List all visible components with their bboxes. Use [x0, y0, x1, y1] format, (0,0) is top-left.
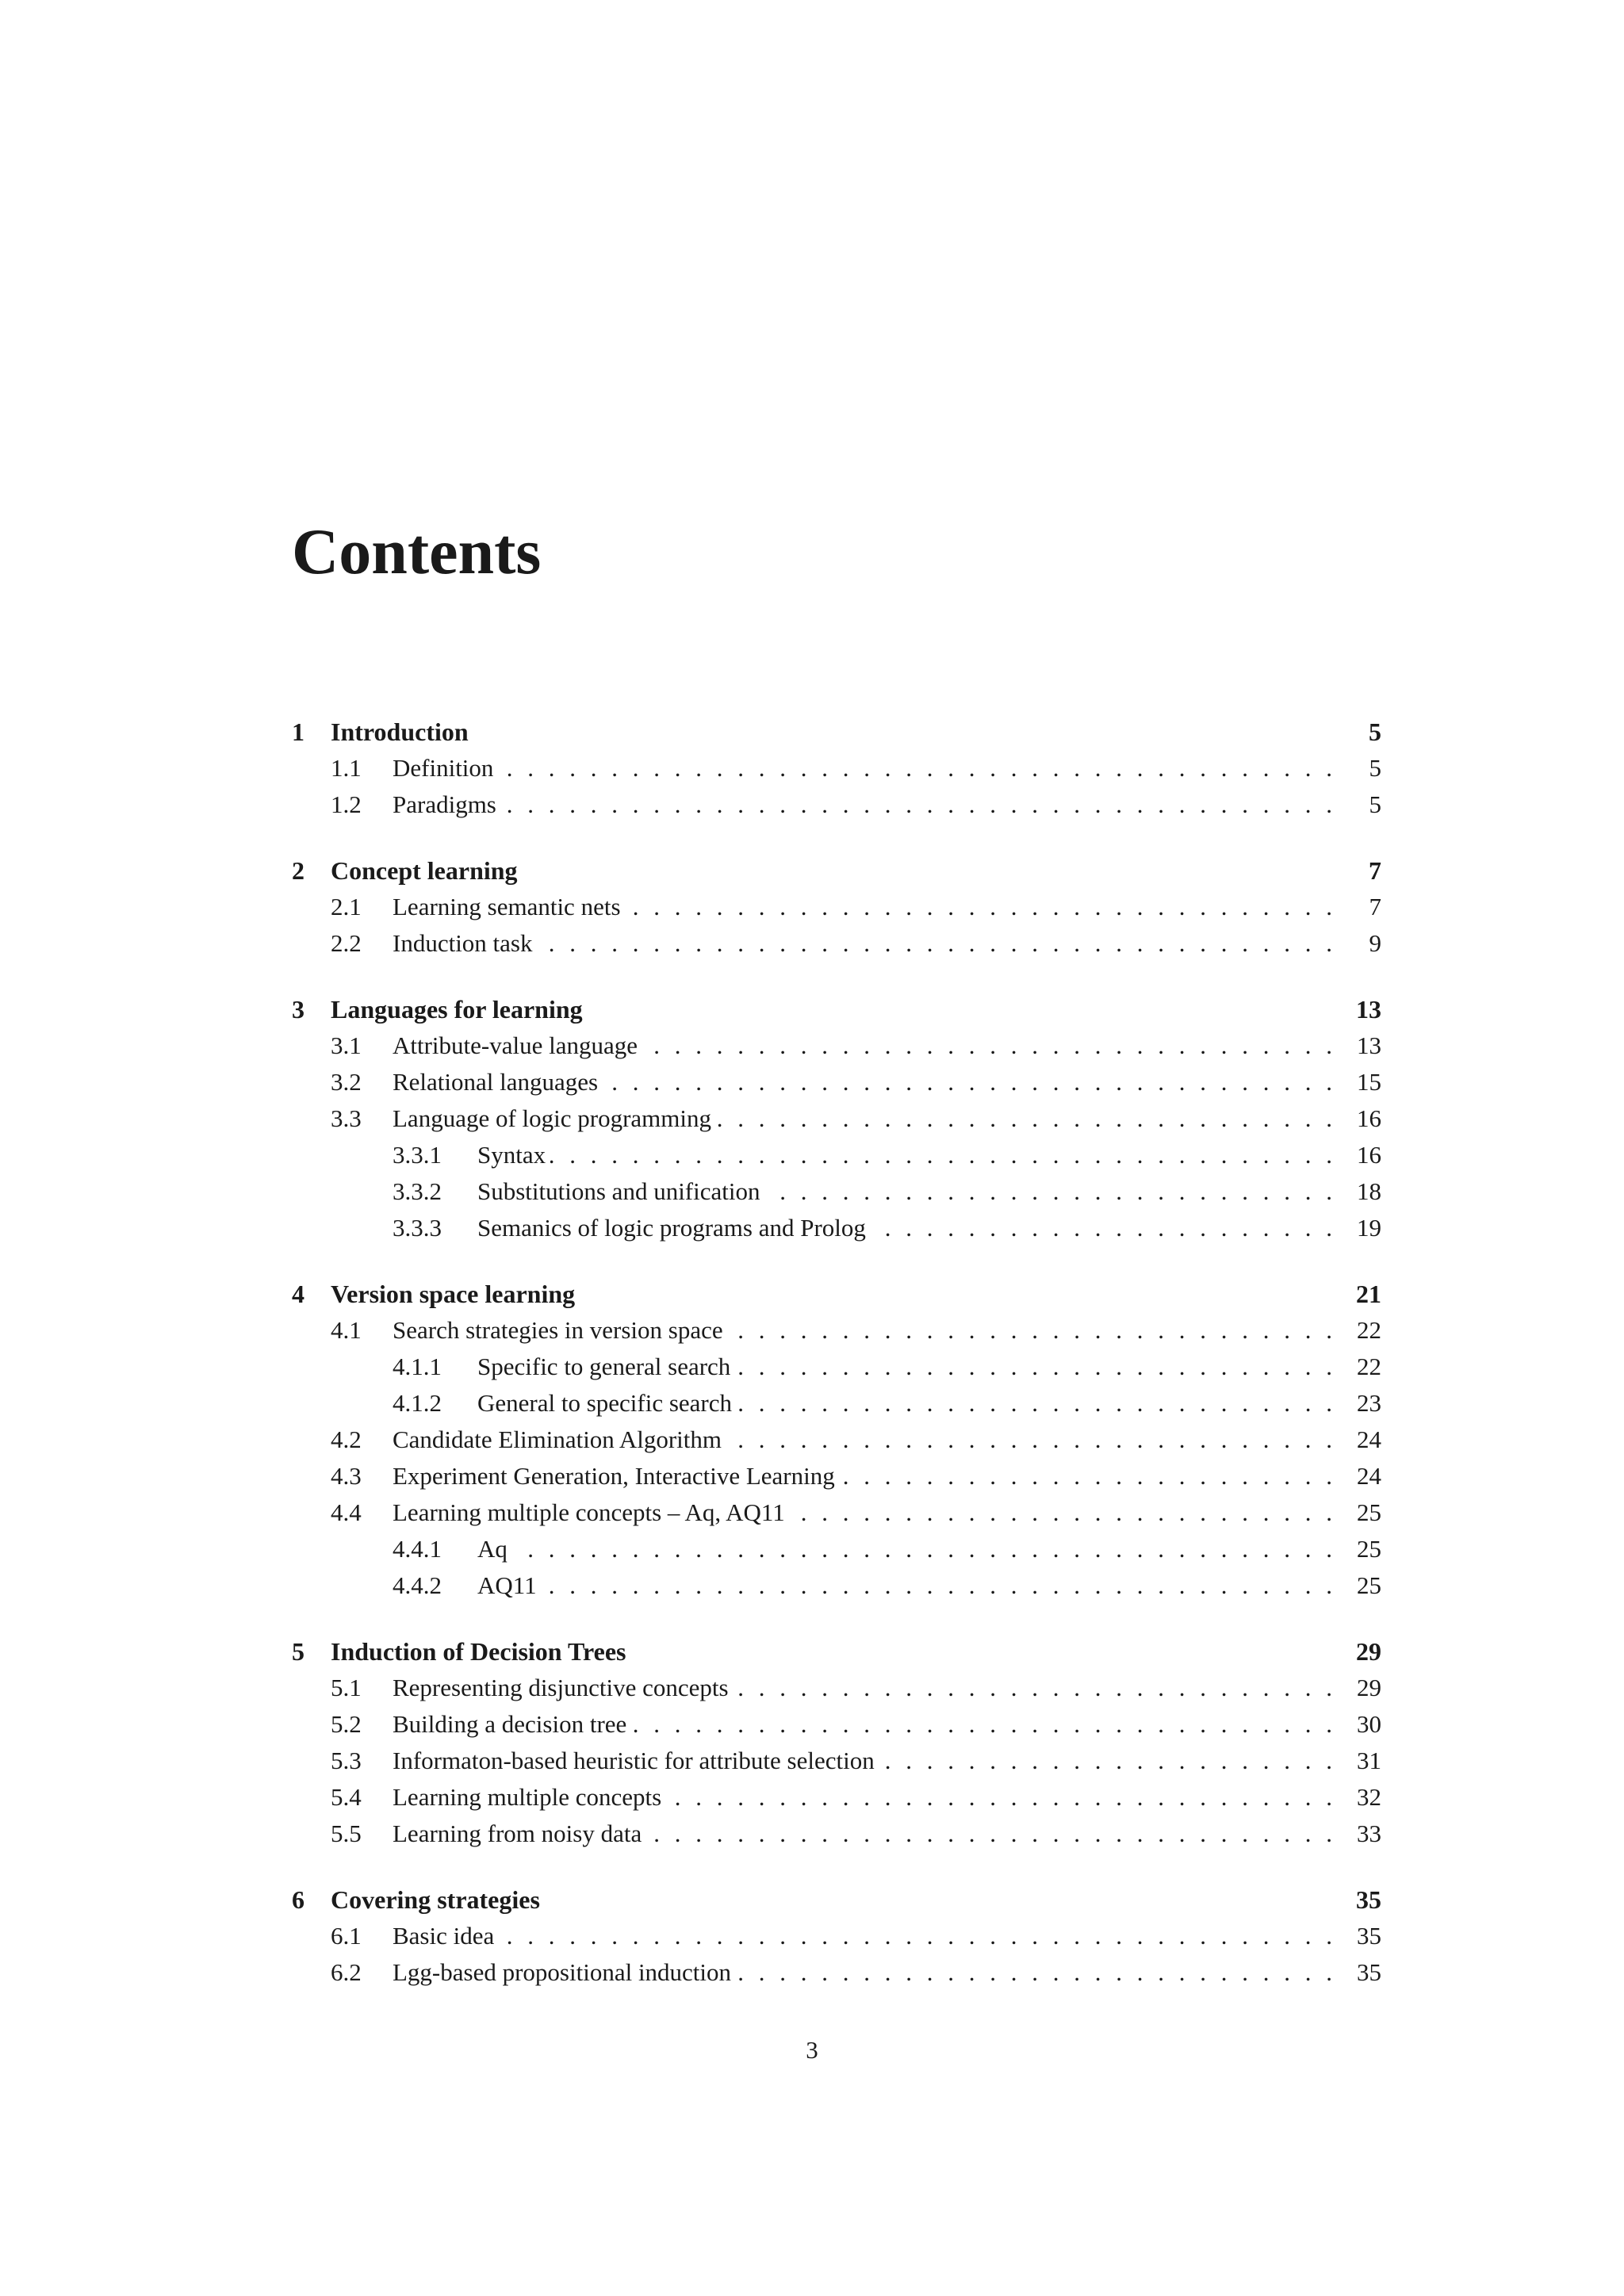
toc-entry-number: 3.3.3 [393, 1214, 442, 1242]
toc-entry-page: 25 [1357, 1571, 1381, 1599]
toc-entry-page: 32 [1357, 1783, 1381, 1811]
dot-leader [765, 1173, 1347, 1210]
toc-section-row[interactable] [292, 1779, 1381, 1816]
toc-chapter-row[interactable] [292, 991, 1381, 1027]
toc-chapter-4 [292, 1276, 1381, 1604]
toc-section-row[interactable] [292, 925, 1381, 962]
toc-entry-title: Learning from noisy data [393, 1820, 642, 1847]
dot-leader [642, 1027, 1346, 1064]
dot-leader [631, 1706, 1346, 1743]
toc-chapter-title: Introduction [331, 718, 469, 746]
dot-leader [626, 889, 1346, 925]
toc-entry-title: Lgg-based propositional induction [393, 1958, 732, 1986]
toc-entry-title: Representing disjunctive concepts [393, 1674, 729, 1701]
toc-chapter-number: 4 [292, 1280, 304, 1308]
toc-section-row[interactable] [292, 1954, 1381, 1991]
toc-entry-title: Learning semantic nets [393, 893, 621, 920]
toc-section-row[interactable] [292, 1670, 1381, 1706]
dot-leader [735, 1349, 1346, 1385]
toc-entry-number: 3.3.2 [393, 1177, 442, 1205]
toc-entry-number: 4.4 [331, 1498, 362, 1526]
toc-chapter-page: 35 [1356, 1885, 1381, 1914]
toc-entry-title: Aq [477, 1535, 508, 1563]
dot-leader [737, 1385, 1346, 1422]
toc-chapter-row[interactable] [292, 1633, 1381, 1670]
toc-section-row[interactable] [292, 1816, 1381, 1852]
toc-entry-page: 24 [1357, 1425, 1381, 1453]
toc-entry-number: 5.5 [331, 1820, 362, 1847]
toc-entry-page: 9 [1369, 929, 1381, 957]
toc-chapter-title: Version space learning [331, 1280, 576, 1308]
toc-entry-page: 13 [1357, 1031, 1381, 1059]
table-of-contents [292, 714, 1381, 2020]
toc-chapter-1 [292, 714, 1381, 823]
toc-entry-title: Search strategies in version space [393, 1316, 723, 1344]
toc-entry-page: 19 [1357, 1214, 1381, 1242]
toc-entry-page: 35 [1357, 1922, 1381, 1950]
toc-chapter-title: Induction of Decision Trees [331, 1637, 626, 1666]
toc-entry-number: 5.4 [331, 1783, 362, 1811]
toc-entry-page: 16 [1357, 1104, 1381, 1132]
dot-leader [733, 1670, 1346, 1706]
toc-entry-number: 4.1.1 [393, 1353, 442, 1380]
toc-section-row[interactable] [292, 1706, 1381, 1743]
toc-section-row[interactable] [292, 1458, 1381, 1494]
toc-section-row[interactable] [292, 1494, 1381, 1531]
toc-entry-number: 4.4.1 [393, 1535, 442, 1563]
toc-entry-page: 7 [1369, 893, 1381, 920]
toc-entry-title: Relational languages [393, 1068, 599, 1096]
toc-entry-number: 3.3 [331, 1104, 362, 1132]
toc-chapter-row[interactable] [292, 1276, 1381, 1312]
toc-entry-number: 4.3 [331, 1462, 362, 1490]
toc-subsection-row[interactable] [292, 1137, 1381, 1173]
toc-entry-title: Induction task [393, 929, 533, 957]
dot-leader [512, 1531, 1346, 1567]
toc-chapter-page: 29 [1356, 1637, 1381, 1666]
dot-leader [871, 1210, 1346, 1246]
toc-entry-title: Learning multiple concepts – Aq, AQ11 [393, 1498, 785, 1526]
toc-entry-number: 4.1 [331, 1316, 362, 1344]
toc-entry-page: 22 [1357, 1316, 1381, 1344]
toc-entry-number: 3.1 [331, 1031, 362, 1059]
toc-entry-page: 5 [1369, 754, 1381, 782]
toc-entry-title: Candidate Elimination Algorithm [393, 1425, 722, 1453]
toc-entry-title: Learning multiple concepts [393, 1783, 662, 1811]
dot-leader [716, 1100, 1346, 1137]
toc-chapter-5 [292, 1633, 1381, 1852]
toc-entry-page: 31 [1357, 1747, 1381, 1774]
toc-entry-number: 5.3 [331, 1747, 362, 1774]
toc-section-row[interactable] [292, 1918, 1381, 1954]
toc-entry-title: Informaton-based heuristic for attribute selection [393, 1747, 875, 1774]
dot-leader [499, 1918, 1346, 1954]
toc-section-row[interactable] [292, 750, 1381, 786]
toc-entry-page: 33 [1357, 1820, 1381, 1847]
toc-chapter-title: Concept learning [331, 856, 518, 885]
page-number: 3 [806, 2036, 818, 2064]
toc-entry-page: 29 [1357, 1674, 1381, 1701]
dot-leader [790, 1494, 1346, 1531]
toc-entry-number: 4.2 [331, 1425, 362, 1453]
dot-leader [498, 750, 1346, 786]
toc-chapter-number: 5 [292, 1637, 304, 1666]
dot-leader [603, 1064, 1346, 1100]
toc-entry-title: Substitutions and unification [477, 1177, 760, 1205]
toc-entry-title: Syntax [477, 1141, 546, 1169]
toc-subsection-row[interactable] [292, 1210, 1381, 1246]
toc-section-row[interactable] [292, 1027, 1381, 1064]
toc-entry-title: Attribute-value language [393, 1031, 638, 1059]
toc-section-row[interactable] [292, 1064, 1381, 1100]
toc-chapter-page: 13 [1356, 995, 1381, 1024]
dot-leader [736, 1954, 1346, 1991]
dot-leader [646, 1816, 1346, 1852]
toc-entry-number: 2.1 [331, 893, 362, 920]
toc-entry-title: Definition [393, 754, 494, 782]
toc-section-row[interactable] [292, 1743, 1381, 1779]
toc-entry-title: Building a decision tree [393, 1710, 627, 1738]
toc-entry-page: 23 [1357, 1389, 1381, 1417]
toc-entry-number: 1.1 [331, 754, 362, 782]
toc-subsection-row[interactable] [292, 1349, 1381, 1385]
toc-entry-title: Basic idea [393, 1922, 495, 1950]
toc-entry-number: 3.2 [331, 1068, 362, 1096]
toc-subsection-row[interactable] [292, 1567, 1381, 1604]
dot-leader [726, 1422, 1346, 1458]
toc-entry-page: 25 [1357, 1498, 1381, 1526]
toc-chapter-title: Languages for learning [331, 995, 583, 1024]
toc-chapter-row[interactable] [292, 1881, 1381, 1918]
toc-entry-title: AQ11 [477, 1571, 537, 1599]
toc-chapter-title: Covering strategies [331, 1885, 540, 1914]
toc-entry-number: 2.2 [331, 929, 362, 957]
toc-entry-number: 4.1.2 [393, 1389, 442, 1417]
dot-leader [538, 925, 1347, 962]
toc-chapter-row[interactable] [292, 852, 1381, 889]
toc-chapter-page: 5 [1369, 718, 1381, 746]
toc-entry-page: 30 [1357, 1710, 1381, 1738]
toc-entry-number: 5.2 [331, 1710, 362, 1738]
dot-leader [728, 1312, 1346, 1349]
toc-entry-title: Specific to general search [477, 1353, 731, 1380]
toc-chapter-page: 7 [1369, 856, 1381, 885]
toc-entry-title: Experiment Generation, Interactive Learning [393, 1462, 835, 1490]
toc-entry-title: General to specific search [477, 1389, 733, 1417]
dot-leader [542, 1567, 1346, 1604]
toc-entry-title: Paradigms [393, 790, 496, 818]
toc-entry-page: 15 [1357, 1068, 1381, 1096]
dot-leader [879, 1743, 1346, 1779]
toc-section-row[interactable] [292, 786, 1381, 823]
toc-chapter-2 [292, 852, 1381, 962]
toc-subsection-row[interactable] [292, 1173, 1381, 1210]
toc-entry-number: 5.1 [331, 1674, 362, 1701]
toc-section-row[interactable] [292, 1100, 1381, 1137]
toc-entry-number: 1.2 [331, 790, 362, 818]
dot-leader [840, 1458, 1346, 1494]
toc-entry-page: 16 [1357, 1141, 1381, 1169]
toc-entry-title: Language of logic programming [393, 1104, 712, 1132]
toc-section-row[interactable] [292, 1312, 1381, 1349]
toc-chapter-number: 6 [292, 1885, 304, 1914]
toc-entry-number: 6.1 [331, 1922, 362, 1950]
toc-subsection-row[interactable] [292, 1385, 1381, 1422]
toc-section-row[interactable] [292, 889, 1381, 925]
toc-entry-page: 18 [1357, 1177, 1381, 1205]
toc-chapter-6 [292, 1881, 1381, 1991]
toc-chapter-page: 21 [1356, 1280, 1381, 1308]
toc-chapter-row[interactable] [292, 714, 1381, 750]
toc-entry-page: 25 [1357, 1535, 1381, 1563]
toc-chapter-number: 2 [292, 856, 304, 885]
page-title: Contents [292, 515, 542, 587]
toc-chapter-number: 3 [292, 995, 304, 1024]
dot-leader [666, 1779, 1346, 1816]
toc-chapter-3 [292, 991, 1381, 1246]
toc-entry-page: 5 [1369, 790, 1381, 818]
toc-entry-title: Semanics of logic programs and Prolog [477, 1214, 866, 1242]
dot-leader [550, 1137, 1346, 1173]
toc-entry-number: 6.2 [331, 1958, 362, 1986]
toc-section-row[interactable] [292, 1422, 1381, 1458]
dot-leader [501, 786, 1346, 823]
toc-entry-number: 4.4.2 [393, 1571, 442, 1599]
toc-subsection-row[interactable] [292, 1531, 1381, 1567]
toc-chapter-number: 1 [292, 718, 304, 746]
toc-entry-page: 22 [1357, 1353, 1381, 1380]
toc-entry-page: 24 [1357, 1462, 1381, 1490]
toc-entry-number: 3.3.1 [393, 1141, 442, 1169]
toc-entry-page: 35 [1357, 1958, 1381, 1986]
